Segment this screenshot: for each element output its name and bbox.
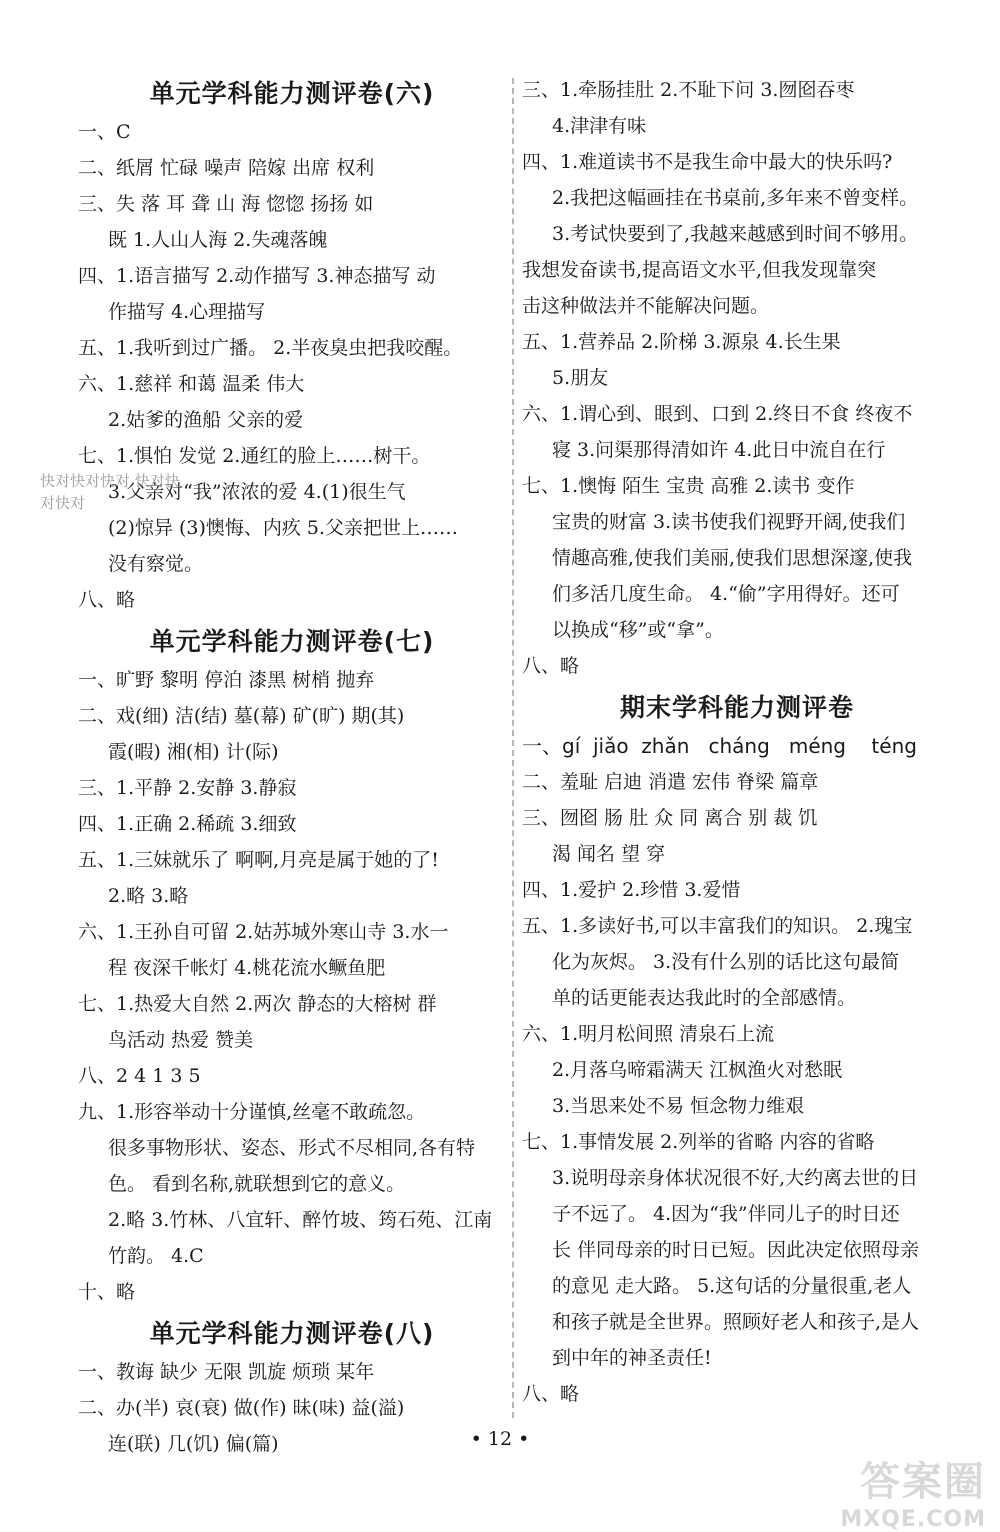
- answer-line: 二、办(半) 哀(衰) 做(作) 昧(味) 益(溢): [78, 1397, 405, 1419]
- answer-continuation: 霞(暇) 湘(相) 计(际): [108, 741, 279, 763]
- answer-line: 八、2 4 1 3 5: [78, 1065, 201, 1087]
- answer-continuation: 既 1.人山人海 2.失魂落魄: [108, 229, 328, 251]
- answer-continuation: (2)惊异 (3)懊悔、内疚 5.父亲把世上……: [108, 517, 459, 539]
- answer-continuation: 单的话更能表达我此时的全部感情。: [552, 987, 857, 1009]
- answer-continuation: 化为灰烬。 3.没有什么别的话比这句最简: [552, 951, 900, 973]
- section-title: 单元学科能力测评卷(八): [149, 1319, 435, 1348]
- answer-line: 五、1.我听到过广播。 2.半夜臭虫把我咬醒。: [78, 337, 463, 359]
- answer-continuation: 宝贵的财富 3.读书使我们视野开阔,使我们: [552, 511, 906, 533]
- answer-continuation: 2.姑爹的渔船 父亲的爱: [108, 409, 304, 431]
- answer-continuation: 3.父亲对“我”浓浓的爱 4.(1)很生气: [108, 481, 406, 503]
- answer-continuation: 3.考试快要到了,我越来越感到时间不够用。: [552, 223, 919, 245]
- watermark: [726, 1450, 986, 1532]
- answer-continuation: 们多活几度生命。 4.“偷”字用得好。还可: [552, 583, 900, 605]
- answer-continuation: 情趣高雅,使我们美丽,使我们思想深邃,使我: [552, 547, 913, 569]
- answer-line: 七、1.惧怕 发觉 2.通红的脸上……树干。: [78, 445, 431, 467]
- answer-continuation: 和孩子就是全世界。照顾好老人和孩子,是人: [552, 1311, 920, 1333]
- answer-continuation: 寝 3.问渠那得清如许 4.此日中流自在行: [552, 439, 886, 461]
- margin-note: 快对快对快对 快对快对快对: [40, 472, 180, 512]
- answer-continuation: 2.略 3.略: [108, 885, 189, 907]
- answer-continuation: 2.月落乌啼霜满天 江枫渔火对愁眠: [552, 1059, 843, 1081]
- right-column: [522, 72, 952, 1412]
- answer-continuation: 4.津津有味: [552, 115, 647, 137]
- left-column: [78, 72, 506, 1462]
- answer-line: 三、1.牵肠挂肚 2.不耻下问 3.囫囵吞枣: [522, 79, 855, 101]
- answer-line: 一、旷野 黎明 停泊 漆黑 树梢 抛弃: [78, 669, 375, 691]
- answer-line: 七、1.事情发展 2.列举的省略 内容的省略: [522, 1131, 875, 1153]
- watermark-site: MXQE.COM: [840, 1507, 986, 1532]
- answer-continuation: 以换成“移”或“拿”。: [552, 619, 724, 641]
- answer-continuation: 竹韵。 4.C: [108, 1245, 204, 1267]
- answer-continuation: 作描写 4.心理描写: [108, 301, 266, 323]
- answer-continuation: 鸟活动 热爱 赞美: [108, 1029, 254, 1051]
- answer-line: 四、1.正确 2.稀疏 3.细致: [78, 813, 297, 835]
- page-number: • 12 •: [470, 1428, 530, 1450]
- answer-line: 七、1.热爱大自然 2.两次 静态的大榕树 群: [78, 993, 437, 1015]
- section-title: 期末学科能力测评卷: [619, 693, 854, 722]
- answer-line: 八、略: [522, 655, 580, 677]
- answer-line: 二、羞耻 启迪 消遣 宏伟 脊梁 篇章: [522, 771, 819, 793]
- answer-continuation: 5.朋友: [552, 367, 609, 389]
- answer-continuation: 没有察觉。: [108, 553, 204, 575]
- answer-continuation: 长 伴同母亲的时日已短。因此决定依照母亲: [552, 1239, 920, 1261]
- answer-line: 八、略: [78, 589, 136, 611]
- answer-continuation: 3.说明母亲身体状况很不好,大约离去世的日: [552, 1167, 919, 1189]
- section-title: 单元学科能力测评卷(六): [149, 79, 435, 108]
- answer-line: 六、1.明月松间照 清泉石上流: [522, 1023, 775, 1045]
- answer-line: 六、1.慈祥 和蔼 温柔 伟大: [78, 373, 305, 395]
- answer-continuation: 色。 看到名称,就联想到它的意义。: [108, 1173, 406, 1195]
- answer-line: 五、1.多读好书,可以丰富我们的知识。 2.瑰宝: [522, 915, 913, 937]
- answer-line: 六、1.谓心到、眼到、口到 2.终日不食 终夜不: [522, 403, 913, 425]
- answer-line: 我想发奋读书,提高语文水平,但我发现靠突: [522, 259, 877, 281]
- column-divider: [512, 78, 514, 1418]
- answer-line: 一、C: [78, 121, 131, 143]
- answer-continuation: 3.当思来处不易 恒念物力维艰: [552, 1095, 805, 1117]
- answer-line: 一、教诲 缺少 无限 凯旋 烦琐 某年: [78, 1361, 375, 1383]
- answer-line: 击这种做法并不能解决问题。: [522, 295, 770, 317]
- watermark-logo: 答案圈: [860, 1459, 986, 1505]
- section-title: 单元学科能力测评卷(七): [149, 627, 435, 656]
- answer-line: 十、略: [78, 1281, 136, 1303]
- answer-line: 四、1.爱护 2.珍惜 3.爱惜: [522, 879, 741, 901]
- answer-continuation: 到中年的神圣责任!: [552, 1347, 712, 1369]
- answer-continuation: 2.我把这幅画挂在书桌前,多年来不曾变样。: [552, 187, 919, 209]
- answer-line: 三、囫囵 肠 肚 众 同 离合 别 裁 饥: [522, 807, 818, 829]
- answer-continuation: 2.略 3.竹林、八宜轩、醉竹坡、筠石苑、江南: [108, 1209, 493, 1231]
- answer-line: 三、失 落 耳 聋 山 海 惚惚 扬扬 如: [78, 193, 374, 215]
- answer-line: 三、1.平静 2.安静 3.静寂: [78, 777, 297, 799]
- answer-line: 四、1.语言描写 2.动作描写 3.神态描写 动: [78, 265, 436, 287]
- answer-line: 六、1.王孙自可留 2.姑苏城外寒山寺 3.水一: [78, 921, 449, 943]
- answer-continuation: 很多事物形状、姿态、形式不尽相同,各有特: [108, 1137, 476, 1159]
- answer-continuation: 连(联) 几(饥) 偏(篇): [108, 1433, 279, 1455]
- answer-line: 五、1.营养品 2.阶梯 3.源泉 4.长生果: [522, 331, 841, 353]
- answer-line: 五、1.三妹就乐了 啊啊,月亮是属于她的了!: [78, 849, 439, 871]
- answer-continuation: 渴 闻名 望 穿: [552, 843, 666, 865]
- answer-continuation: 程 夜深千帐灯 4.桃花流水鳜鱼肥: [108, 957, 386, 979]
- answer-line: 七、1.懊悔 陌生 宝贵 高雅 2.读书 变作: [522, 475, 855, 497]
- answer-line: 二、戏(细) 洁(结) 墓(幕) 矿(旷) 期(其): [78, 705, 405, 727]
- answer-continuation: 的意见 走大路。 5.这句话的分量很重,老人: [552, 1275, 912, 1297]
- answer-line: 四、1.难道读书不是我生命中最大的快乐吗?: [522, 151, 893, 173]
- answer-line: 八、略: [522, 1383, 580, 1405]
- answer-continuation: 子不远了。 4.因为“我”伴同儿子的时日还: [552, 1203, 900, 1225]
- pinyin-answer-line: 一、gí jiǎo zhǎn cháng méng téng: [522, 734, 917, 758]
- answer-line: 九、1.形容举动十分谨慎,丝毫不敢疏忽。: [78, 1101, 426, 1123]
- answer-line: 二、纸屑 忙碌 噪声 陪嫁 出席 权利: [78, 157, 375, 179]
